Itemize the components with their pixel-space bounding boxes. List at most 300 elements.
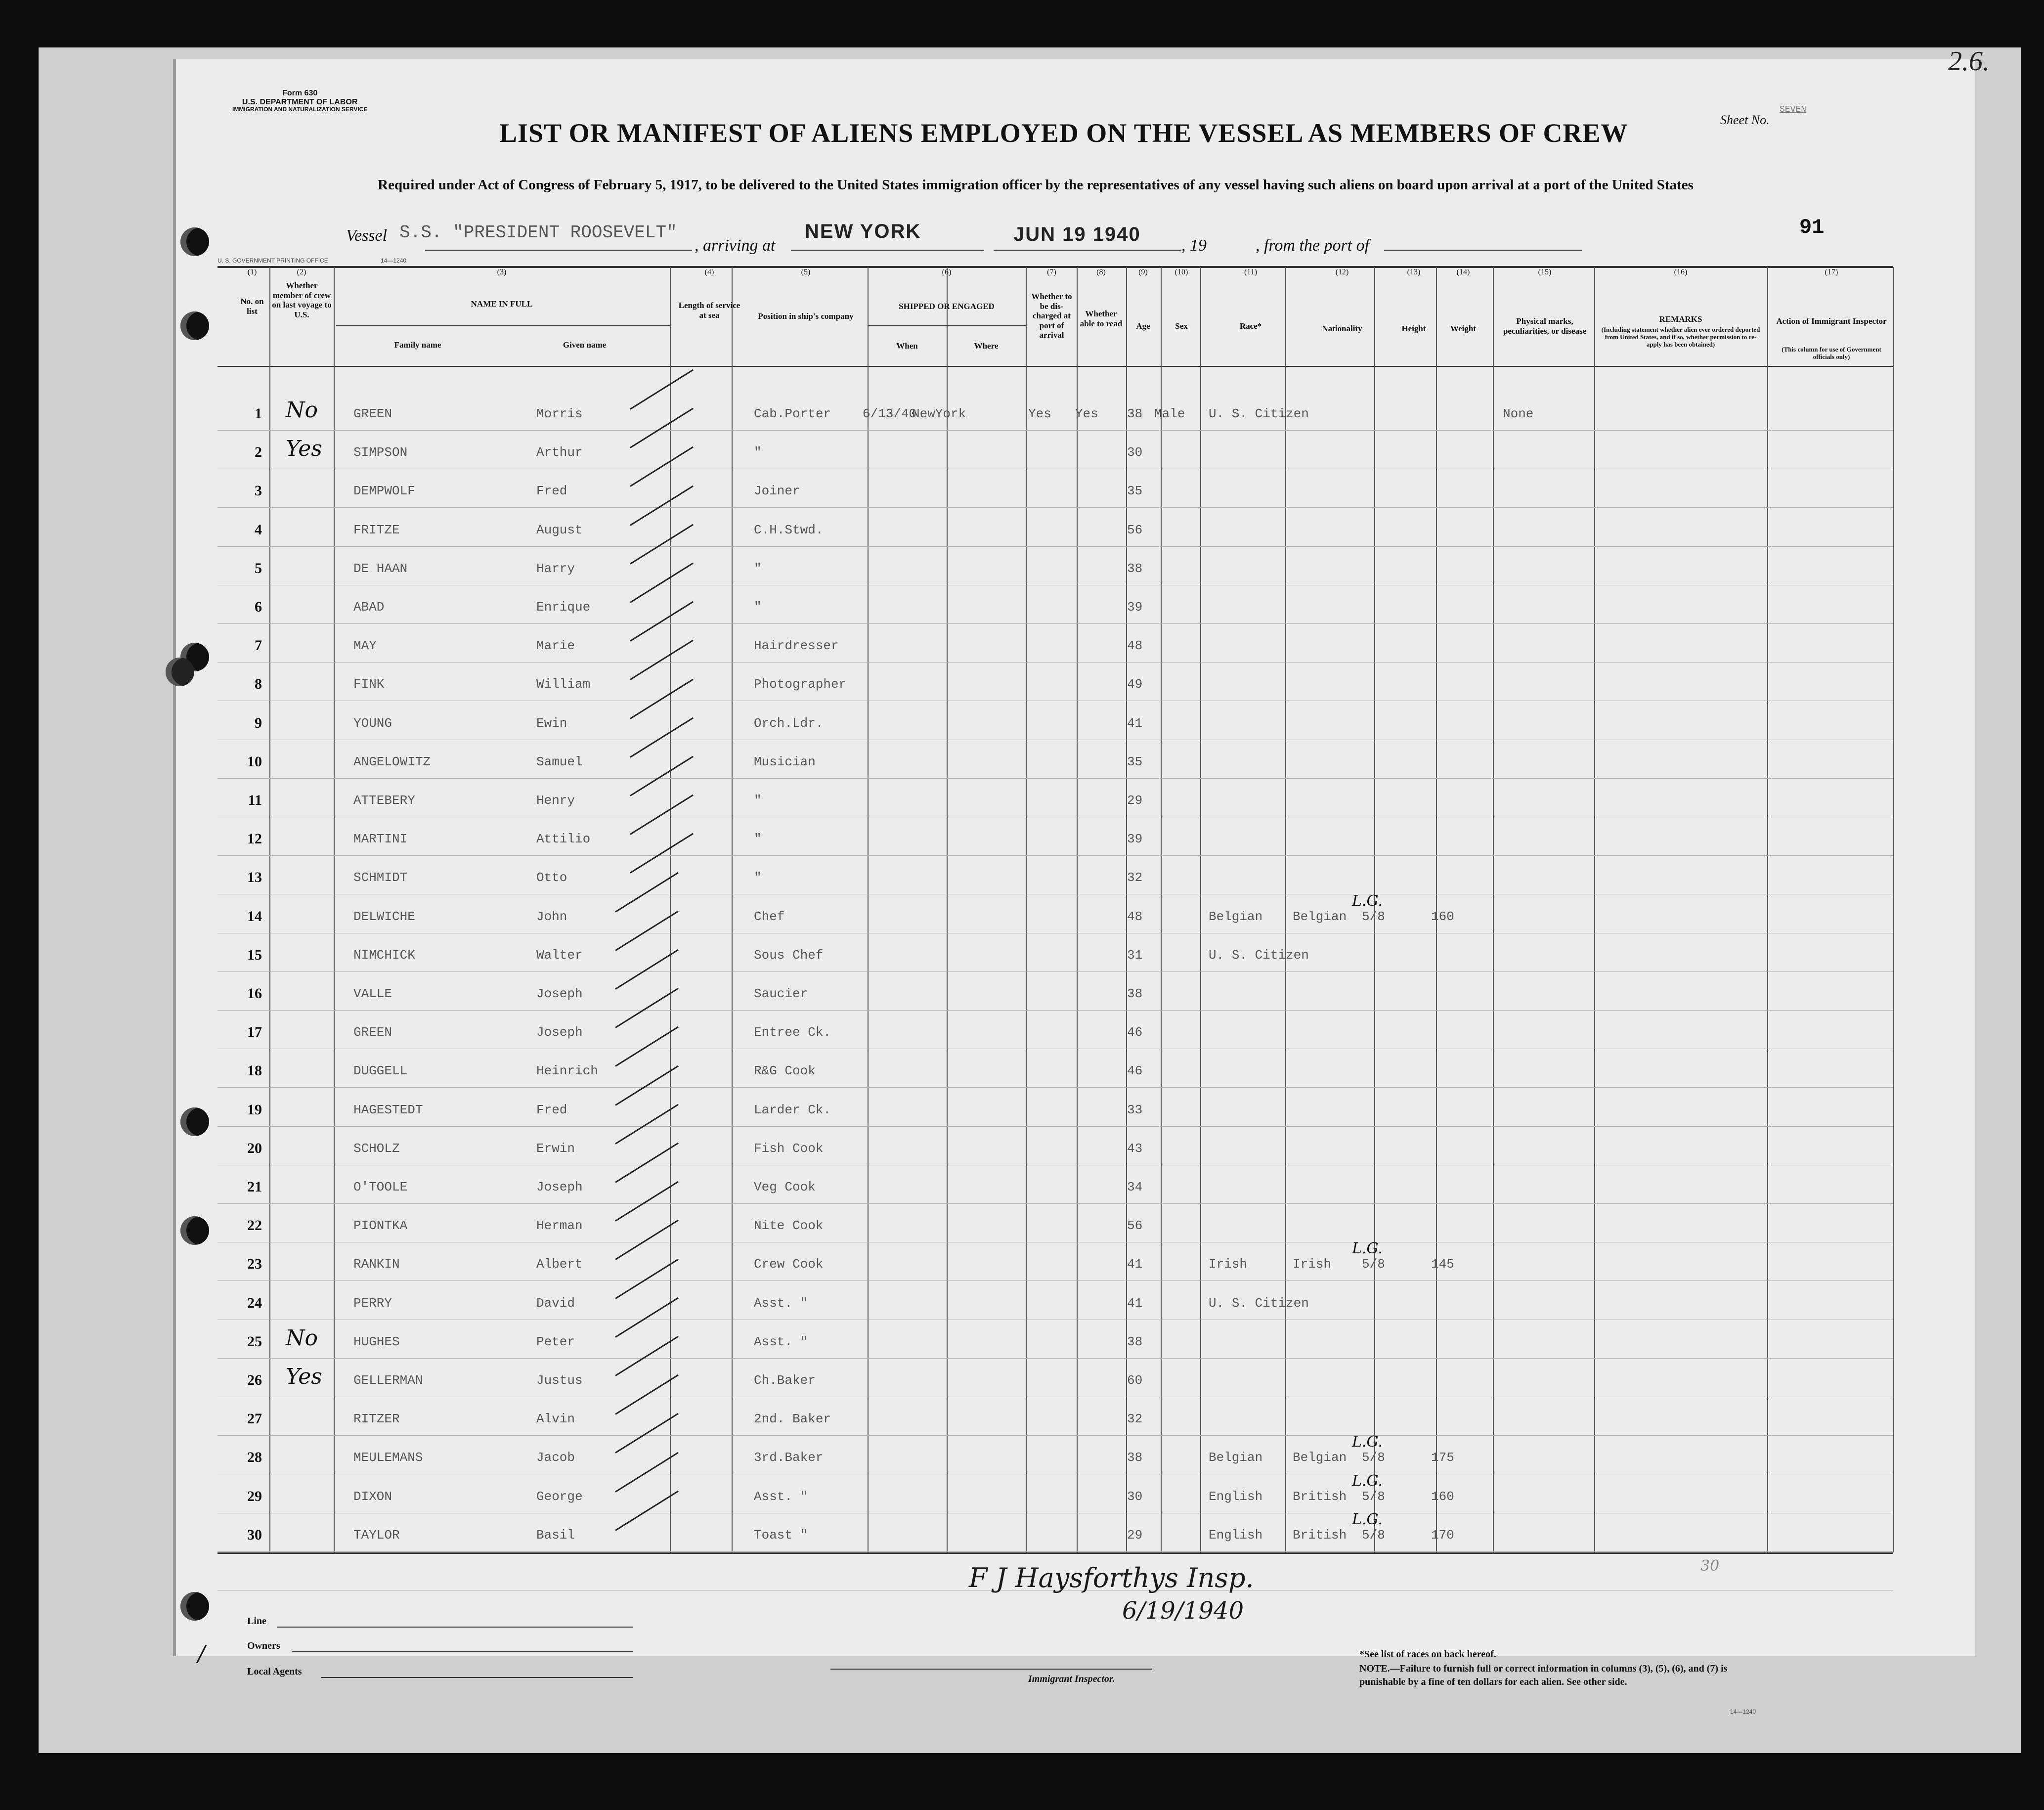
row-number: 20 xyxy=(247,1140,262,1156)
col-5-header: Position in ship's company xyxy=(758,311,854,321)
row-nationality: Belgian xyxy=(1293,909,1347,924)
column-rule xyxy=(1493,267,1494,1552)
row-number: 6 xyxy=(255,599,262,615)
col-3-family-header: Family name xyxy=(394,340,441,350)
footer-agents-rule xyxy=(321,1677,633,1678)
footer-form-code: 14—1240 xyxy=(1730,1708,1756,1715)
row-number: 12 xyxy=(247,831,262,847)
row-family: MEULEMANS xyxy=(353,1450,423,1465)
row-position: Joiner xyxy=(754,484,800,499)
col-17-note: (This column for use of Government officials only) xyxy=(1782,346,1881,360)
row-race: U. S. Citizen xyxy=(1209,947,1309,963)
row-age: 43 xyxy=(1127,1141,1143,1156)
row-number: 8 xyxy=(255,676,262,693)
row-position: " xyxy=(754,600,762,615)
row-age: 33 xyxy=(1127,1102,1143,1117)
col-10-number: (10) xyxy=(1174,268,1188,276)
row-age: 39 xyxy=(1127,600,1143,615)
row-age: 30 xyxy=(1127,1489,1143,1504)
form-service: IMMIGRATION AND NATURALIZATION SERVICE xyxy=(232,106,368,113)
punch-hole xyxy=(180,1107,209,1136)
col-6-number: (6) xyxy=(942,268,952,276)
col-7-header: Whether to be dis-charged at port of arrival xyxy=(1031,292,1072,340)
row-family: DE HAAN xyxy=(353,561,408,576)
row-age: 41 xyxy=(1127,1257,1143,1272)
row-weight: 160 xyxy=(1431,909,1454,924)
row-family: HUGHES xyxy=(353,1334,400,1349)
row-number: 10 xyxy=(247,753,262,770)
row-family: HAGESTEDT xyxy=(353,1102,423,1117)
row-given: Marie xyxy=(536,638,575,654)
punch-hole xyxy=(180,311,209,340)
printing-office: U. S. GOVERNMENT PRINTING OFFICE xyxy=(217,257,328,264)
races-note: *See list of races on back hereof. xyxy=(1359,1649,1496,1660)
row-position: Ch.Baker xyxy=(754,1373,816,1388)
row-given: Morris xyxy=(536,406,583,421)
row-position: " xyxy=(754,793,762,808)
row-given: William xyxy=(536,677,591,692)
row-remark: L.G. xyxy=(1352,1510,1383,1528)
col-12-number: (12) xyxy=(1335,268,1349,276)
underline xyxy=(791,250,984,251)
row-remark: L.G. xyxy=(1352,892,1383,910)
row-given: David xyxy=(536,1295,575,1311)
row-position: Asst. " xyxy=(754,1489,808,1504)
row-age: 35 xyxy=(1127,754,1143,769)
row-position: Musician xyxy=(754,754,816,769)
col-8-header: Whether able to read xyxy=(1080,309,1123,328)
row-rule xyxy=(217,1358,1893,1359)
row-age: 48 xyxy=(1127,909,1143,924)
row-number: 19 xyxy=(247,1101,262,1118)
row-given: George xyxy=(536,1489,583,1504)
row-family: FINK xyxy=(353,677,385,692)
col-4-number: (4) xyxy=(704,268,714,276)
row-position: Sous Chef xyxy=(754,947,824,963)
col-11-number: (11) xyxy=(1244,268,1258,276)
row-family: RANKIN xyxy=(353,1257,400,1272)
manifest-subtitle: Required under Act of Congress of February 5, 1917, to be delivered to the United States immigration officer by the representatives of any vessel having such aliens on board upon arrival at a port of the United States xyxy=(378,177,1694,193)
row-height: 5/8 xyxy=(1362,909,1385,924)
row-age: 38 xyxy=(1127,1334,1143,1349)
row-family: MARTINI xyxy=(353,832,408,847)
row-number: 4 xyxy=(255,521,262,538)
row-given: Erwin xyxy=(536,1141,575,1156)
row-number: 2 xyxy=(255,444,262,461)
row-given: Justus xyxy=(536,1373,583,1388)
row-number: 26 xyxy=(247,1372,262,1388)
row-nationality: British xyxy=(1293,1527,1347,1543)
row-position: Entree Ck. xyxy=(754,1025,831,1040)
vessel-name: S.S. "PRESIDENT ROOSEVELT" xyxy=(399,222,677,243)
row-family: GREEN xyxy=(353,1025,392,1040)
col-4-header: Length of service at sea xyxy=(678,301,740,320)
arriving-label: , arriving at xyxy=(695,236,776,255)
row-rule xyxy=(217,1203,1893,1204)
col-13-header: Height xyxy=(1401,324,1426,333)
punch-hole xyxy=(180,227,209,256)
underline xyxy=(425,250,692,251)
row-family: GELLERMAN xyxy=(353,1373,423,1388)
row-position: " xyxy=(754,870,762,885)
row-position: Nite Cook xyxy=(754,1218,824,1234)
row-number: 11 xyxy=(248,792,262,808)
column-rule xyxy=(1767,267,1768,1552)
row-family: DELWICHE xyxy=(353,909,415,924)
row-when: 6/13/40 xyxy=(863,406,917,421)
row-position: " xyxy=(754,832,762,847)
row-given: Albert xyxy=(536,1257,583,1272)
row-family: SIMPSON xyxy=(353,445,408,460)
row-given: Arthur xyxy=(536,445,583,460)
footer-line-label: Line xyxy=(247,1616,266,1627)
inspector-signature: F J Haysforthys Insp. xyxy=(969,1562,1254,1593)
row-weight: 170 xyxy=(1431,1527,1454,1543)
row-number: 18 xyxy=(247,1062,262,1079)
col-16-header: REMARKS xyxy=(1659,314,1702,324)
row-family: VALLE xyxy=(353,986,392,1001)
row-family: DUGGELL xyxy=(353,1063,408,1079)
arrival-port: NEW YORK xyxy=(805,221,921,242)
row-position: " xyxy=(754,445,762,460)
from-port-label: , from the port of xyxy=(1256,236,1370,255)
row-race: U. S. Citizen xyxy=(1209,1295,1309,1311)
row-given: Basil xyxy=(536,1527,575,1543)
col-15-header: Physical marks, peculiarities, or disease xyxy=(1503,316,1587,336)
row-given: Alvin xyxy=(536,1412,575,1427)
row-family: O'TOOLE xyxy=(353,1180,408,1194)
form-id xyxy=(232,89,367,113)
punch-hole xyxy=(180,1216,209,1245)
row-age: 30 xyxy=(1127,445,1143,460)
col-3-header: NAME IN FULL xyxy=(471,299,533,309)
signature-date: 6/19/1940 xyxy=(1122,1597,1244,1625)
row-given: Heinrich xyxy=(536,1063,598,1079)
row-age: 41 xyxy=(1127,1295,1143,1311)
row-age: 60 xyxy=(1127,1373,1143,1388)
row-where: NewYork xyxy=(912,406,966,421)
row-weight: 160 xyxy=(1431,1489,1454,1504)
col-2-header: Whether member of crew on last voyage to U.S. xyxy=(272,281,332,319)
col-7-number: (7) xyxy=(1047,268,1056,276)
col-8-number: (8) xyxy=(1096,268,1106,276)
row-given: Joseph xyxy=(536,1025,583,1040)
col-16-number: (16) xyxy=(1674,268,1688,276)
row-family: RITZER xyxy=(353,1412,400,1427)
row-age: 48 xyxy=(1127,638,1143,654)
form-number: Form 630 xyxy=(282,89,318,97)
row-given: August xyxy=(536,522,583,537)
row-position: Asst. " xyxy=(754,1334,808,1349)
col-14-header: Weight xyxy=(1450,324,1476,333)
sheet-number-value: SEVEN xyxy=(1780,105,1807,115)
row-family: SCHMIDT xyxy=(353,870,408,885)
row-rule xyxy=(217,971,1893,972)
row-family: YOUNG xyxy=(353,715,392,731)
row-height: 5/8 xyxy=(1362,1527,1385,1543)
col-6-where-header: Where xyxy=(974,341,999,351)
column-rule xyxy=(1285,267,1286,1552)
col-17-header: Action of Immigrant Inspector xyxy=(1776,316,1887,326)
row-race: Irish xyxy=(1209,1257,1248,1272)
row-given: Joseph xyxy=(536,986,583,1001)
row-position: Veg Cook xyxy=(754,1180,816,1194)
row-age: 38 xyxy=(1127,406,1143,421)
row-given: Joseph xyxy=(536,1180,583,1194)
row-age: 31 xyxy=(1127,947,1143,963)
row-race: U. S. Citizen xyxy=(1209,406,1309,421)
row-number: 27 xyxy=(247,1411,262,1427)
row-position: Toast " xyxy=(754,1527,808,1543)
row-age: 46 xyxy=(1127,1063,1143,1079)
footer-line-rule xyxy=(277,1627,633,1628)
row-age: 56 xyxy=(1127,522,1143,537)
row-age: 29 xyxy=(1127,793,1143,808)
row-prev: Yes xyxy=(286,1364,322,1389)
page-mark: 30 xyxy=(1700,1557,1720,1575)
row-position: Cab.Porter xyxy=(754,406,831,421)
row-family: ATTEBERY xyxy=(353,793,415,808)
row-height: 5/8 xyxy=(1362,1257,1385,1272)
row-age: 38 xyxy=(1127,1450,1143,1465)
column-rule xyxy=(732,267,733,1552)
row-rule xyxy=(217,1010,1893,1011)
column-rule xyxy=(1594,267,1595,1552)
row-remark: L.G. xyxy=(1352,1240,1383,1258)
col-2-number: (2) xyxy=(297,268,306,276)
row-age: 34 xyxy=(1127,1180,1143,1194)
row-rule xyxy=(217,1435,1893,1436)
col-14-number: (14) xyxy=(1456,268,1470,276)
row-marks: None xyxy=(1503,406,1534,421)
row-given: Enrique xyxy=(536,600,591,615)
row-age: 32 xyxy=(1127,870,1143,885)
row-family: SCHOLZ xyxy=(353,1141,400,1156)
row-rule xyxy=(217,1087,1893,1088)
column-rule xyxy=(1161,267,1162,1552)
row-age: 49 xyxy=(1127,677,1143,692)
row-rule xyxy=(217,430,1893,431)
row-rule xyxy=(217,623,1893,624)
row-number: 3 xyxy=(255,483,262,499)
row-age: 38 xyxy=(1127,561,1143,576)
row-position: Saucier xyxy=(754,986,808,1001)
margin-mark: / xyxy=(198,1641,205,1667)
row-given: Jacob xyxy=(536,1450,575,1465)
header-bottom-rule xyxy=(217,366,1893,367)
col-11-header: Race* xyxy=(1239,321,1262,331)
col-1-number: (1) xyxy=(247,268,257,276)
row-nationality: Belgian xyxy=(1293,1450,1347,1465)
col-13-number: (13) xyxy=(1407,268,1421,276)
column-rule xyxy=(947,267,948,1552)
row-number: 1 xyxy=(255,405,262,422)
row-race: English xyxy=(1209,1489,1263,1504)
row-age: 46 xyxy=(1127,1025,1143,1040)
row-prev: Yes xyxy=(286,436,322,462)
footer-owners-label: Owners xyxy=(247,1640,280,1651)
row-given: Fred xyxy=(536,484,567,499)
row-age: 35 xyxy=(1127,484,1143,499)
row-rule xyxy=(217,1280,1893,1281)
table-bottom-rule xyxy=(217,1552,1893,1554)
col-12-header: Nationality xyxy=(1322,324,1362,333)
row-given: Peter xyxy=(536,1334,575,1349)
row-number: 22 xyxy=(247,1217,262,1234)
row-rule xyxy=(217,546,1893,547)
row-position: Larder Ck. xyxy=(754,1102,831,1117)
row-number: 17 xyxy=(247,1024,262,1041)
underline xyxy=(1384,250,1582,251)
row-given: Samuel xyxy=(536,754,583,769)
col-17-number: (17) xyxy=(1825,268,1838,276)
row-position: R&G Cook xyxy=(754,1063,816,1079)
row-number: 30 xyxy=(247,1526,262,1543)
row-family: DIXON xyxy=(353,1489,392,1504)
row-family: TAYLOR xyxy=(353,1527,400,1543)
row-height: 5/8 xyxy=(1362,1489,1385,1504)
row-rule xyxy=(217,1551,1893,1552)
row-number: 23 xyxy=(247,1256,262,1273)
row-age: 32 xyxy=(1127,1412,1143,1427)
row-prev: No xyxy=(286,1325,318,1351)
row-race: English xyxy=(1209,1527,1263,1543)
row-number: 28 xyxy=(247,1449,262,1466)
row-position: Orch.Ldr. xyxy=(754,715,824,731)
form-dept: U.S. DEPARTMENT OF LABOR xyxy=(242,97,358,106)
row-given: Harry xyxy=(536,561,575,576)
punch-hole xyxy=(166,658,194,686)
col-16-note: (Including statement whether alien ever ordered deported from United States, and if so, whether permission to re-apply has been obtained) xyxy=(1601,326,1760,348)
row-number: 21 xyxy=(247,1179,262,1195)
row-number: 16 xyxy=(247,985,262,1002)
row-age: 56 xyxy=(1127,1218,1143,1234)
row-position: 2nd. Baker xyxy=(754,1412,831,1427)
row-given: Ewin xyxy=(536,715,567,731)
row-position: Photographer xyxy=(754,677,847,692)
row-age: 39 xyxy=(1127,832,1143,847)
row-family: MAY xyxy=(353,638,377,654)
row-nationality: Irish xyxy=(1293,1257,1332,1272)
footer-owners-rule xyxy=(292,1651,633,1652)
vessel-label: Vessel xyxy=(346,226,388,245)
row-rule xyxy=(217,778,1893,779)
row-number: 14 xyxy=(247,908,262,925)
row-weight: 145 xyxy=(1431,1257,1454,1272)
row-number: 15 xyxy=(247,946,262,963)
col-1-header: No. on list xyxy=(240,297,264,316)
year-label: , 19 xyxy=(1181,236,1207,255)
row-family: PIONTKA xyxy=(353,1218,408,1234)
row-given: Otto xyxy=(536,870,567,885)
row-family: GREEN xyxy=(353,406,392,421)
col-6-subrule xyxy=(868,325,1026,326)
row-family: ANGELOWITZ xyxy=(353,754,431,769)
row-position: C.H.Stwd. xyxy=(754,522,824,537)
row-family: PERRY xyxy=(353,1295,392,1311)
row-family: NIMCHICK xyxy=(353,947,415,963)
row-height: 5/8 xyxy=(1362,1450,1385,1465)
column-rule xyxy=(334,267,335,1552)
row-number: 7 xyxy=(255,637,262,654)
column-rule xyxy=(868,267,869,1552)
col-9-number: (9) xyxy=(1138,268,1148,276)
col-9-header: Age xyxy=(1136,321,1150,331)
manifest-title: LIST OR MANIFEST OF ALIENS EMPLOYED ON THE VESSEL AS MEMBERS OF CREW xyxy=(499,118,1628,148)
row-given: Fred xyxy=(536,1102,567,1117)
inspector-rule xyxy=(830,1669,1152,1670)
column-rule xyxy=(1026,267,1027,1552)
row-discharged: Yes xyxy=(1028,406,1051,421)
row-rule xyxy=(217,507,1893,508)
row-position: Fish Cook xyxy=(754,1141,824,1156)
punch-hole xyxy=(180,1592,209,1621)
col-3-given-header: Given name xyxy=(563,340,607,350)
row-given: Attilio xyxy=(536,832,591,847)
penalty-note: NOTE.—Failure to furnish full or correct information in columns (3), (5), (6), and (7) is punishable by a fine of ten dollars for each alien. See other side. xyxy=(1359,1663,1728,1687)
row-number: 25 xyxy=(247,1333,262,1350)
arrival-date: JUN 19 1940 xyxy=(1013,223,1141,245)
row-remark: L.G. xyxy=(1352,1472,1383,1490)
row-weight: 175 xyxy=(1431,1450,1454,1465)
col-6-when-header: When xyxy=(896,341,918,351)
row-nationality: British xyxy=(1293,1489,1347,1504)
underline xyxy=(994,250,1181,251)
col-5-number: (5) xyxy=(801,268,811,276)
row-number: 24 xyxy=(247,1294,262,1311)
row-number: 13 xyxy=(247,869,262,886)
punch-holes xyxy=(180,148,235,1656)
row-age: 41 xyxy=(1127,715,1143,731)
row-number: 9 xyxy=(255,714,262,731)
manifest-number: 91 xyxy=(1799,216,1825,239)
row-rule xyxy=(217,1126,1893,1127)
col-15-number: (15) xyxy=(1538,268,1552,276)
sheet-number-label: Sheet No. xyxy=(1720,113,1770,127)
row-family: DEMPWOLF xyxy=(353,484,415,499)
row-given: Herman xyxy=(536,1218,583,1234)
row-rule xyxy=(217,855,1893,856)
column-rule xyxy=(1200,267,1201,1552)
row-prev: No xyxy=(286,397,318,423)
row-given: Henry xyxy=(536,793,575,808)
row-family: ABAD xyxy=(353,600,385,615)
row-family: FRITZE xyxy=(353,522,400,537)
footer-agents-label: Local Agents xyxy=(247,1666,302,1677)
row-number: 29 xyxy=(247,1488,262,1504)
col-6-header: SHIPPED OR ENGAGED xyxy=(899,302,995,311)
row-age: 38 xyxy=(1127,986,1143,1001)
row-given: John xyxy=(536,909,567,924)
col-3-subrule xyxy=(336,325,670,326)
row-position: Hairdresser xyxy=(754,638,839,654)
col-3-number: (3) xyxy=(497,268,507,276)
row-position: Crew Cook xyxy=(754,1257,824,1272)
corner-note: 2.6. xyxy=(1948,46,1990,77)
row-race: Belgian xyxy=(1209,909,1263,924)
form-code: 14—1240 xyxy=(381,257,407,264)
row-position: " xyxy=(754,561,762,576)
footer-inspector-label: Immigrant Inspector. xyxy=(1028,1674,1115,1684)
row-read: Yes xyxy=(1075,406,1098,421)
row-age: 29 xyxy=(1127,1527,1143,1543)
column-rule xyxy=(1893,267,1894,1552)
row-sex: Male xyxy=(1154,406,1185,421)
row-position: Asst. " xyxy=(754,1295,808,1311)
column-rule xyxy=(269,267,270,1552)
row-race: Belgian xyxy=(1209,1450,1263,1465)
row-number: 5 xyxy=(255,560,262,576)
